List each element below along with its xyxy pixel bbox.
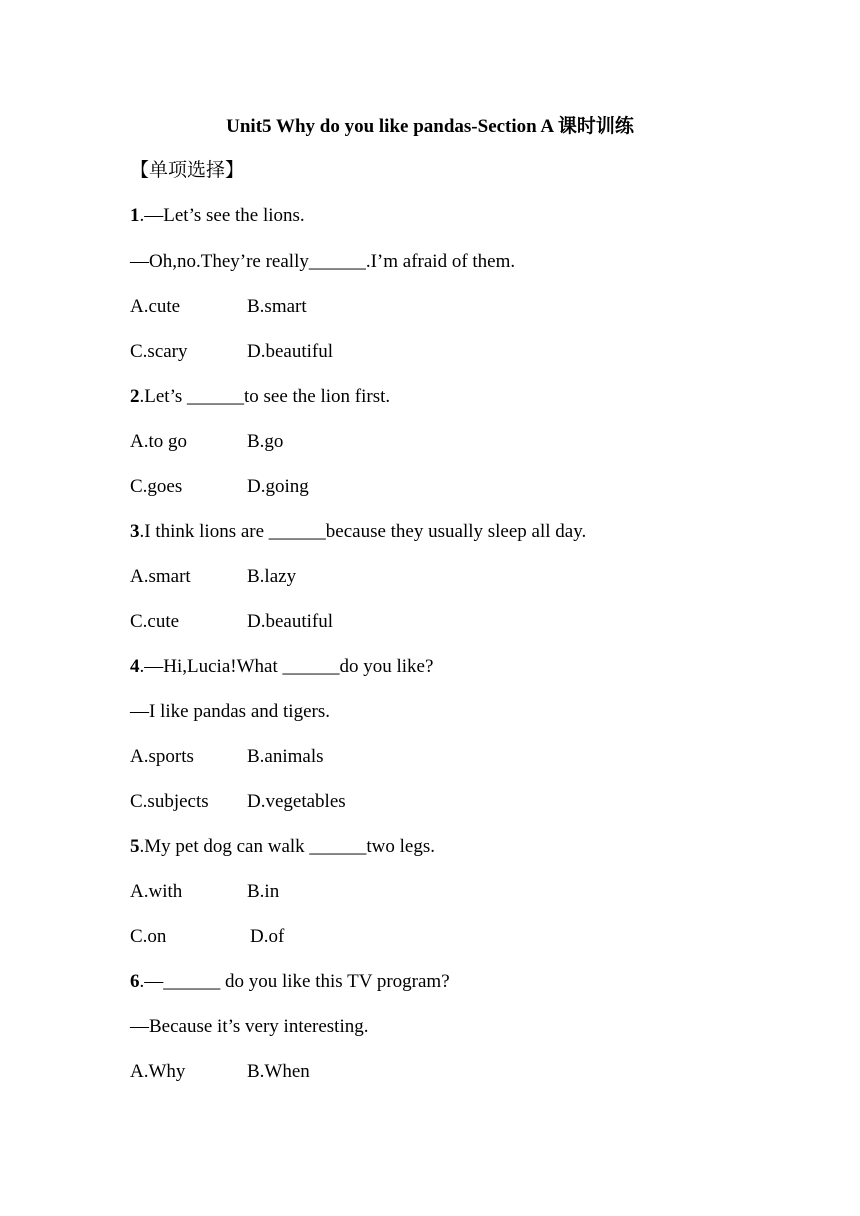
- question-5: [130, 834, 435, 860]
- option-b: B.animals: [247, 746, 324, 767]
- question-6: [130, 969, 450, 995]
- option-b: B.lazy: [247, 566, 297, 587]
- question-3: [130, 519, 586, 545]
- question-5-options-row-2: [130, 924, 530, 950]
- option-b: B.go: [247, 431, 284, 452]
- question-3-options-row-1: [130, 564, 530, 590]
- question-5-options-row-1: [130, 879, 530, 905]
- question-6-options-row-1: [130, 1059, 530, 1085]
- question-4: [130, 654, 433, 680]
- option-c: C.on: [130, 926, 167, 947]
- question-stem: .Let’s ______to see the lion first.: [139, 386, 391, 407]
- question-1-options-row-2: [130, 339, 530, 365]
- option-c: C.cute: [130, 611, 180, 632]
- option-c: C.scary: [130, 341, 188, 362]
- option-a: A.to go: [130, 431, 187, 452]
- option-b: B.smart: [247, 296, 307, 317]
- question-number: 5: [130, 836, 140, 857]
- question-number: 1: [130, 205, 140, 226]
- question-stem: .My pet dog can walk ______two legs.: [139, 836, 436, 857]
- question-6-response-line: —Because it’s very interesting.: [130, 1016, 369, 1037]
- question-stem: .—Let’s see the lions.: [139, 205, 305, 226]
- option-d: D.going: [247, 476, 309, 497]
- option-d: D.beautiful: [247, 341, 334, 362]
- question-2-options-row-2: [130, 474, 530, 500]
- question-2: [130, 384, 390, 410]
- option-a: A.cute: [130, 296, 181, 317]
- question-1-response-line: —Oh,no.They’re really______.I’m afraid of them.: [130, 251, 516, 272]
- option-d: D.beautiful: [247, 611, 334, 632]
- question-stem: .—______ do you like this TV program?: [139, 971, 450, 992]
- question-4-options-row-2: [130, 789, 530, 815]
- option-b: B.When: [247, 1061, 310, 1082]
- worksheet-title: Unit5 Why do you like pandas-Section A 课时训练: [226, 116, 634, 137]
- question-4-response-line: —I like pandas and tigers.: [130, 701, 330, 722]
- option-c: C.goes: [130, 476, 183, 497]
- option-a: A.with: [130, 881, 183, 902]
- question-3-options-row-2: [130, 609, 530, 635]
- question-stem: .I think lions are ______because they usually sleep all day.: [139, 521, 587, 542]
- question-4-options-row-1: [130, 744, 530, 770]
- option-d: D.vegetables: [247, 791, 346, 812]
- question-1-options-row-1: [130, 294, 530, 320]
- question-number: 6: [130, 971, 140, 992]
- question-stem: .—Hi,Lucia!What ______do you like?: [139, 656, 434, 677]
- option-b: B.in: [247, 881, 280, 902]
- question-number: 3: [130, 521, 140, 542]
- option-d: D.of: [250, 926, 285, 947]
- question-2-options-row-1: [130, 429, 530, 455]
- option-a: A.sports: [130, 746, 194, 767]
- question-1: [130, 203, 305, 229]
- option-c: C.subjects: [130, 791, 209, 812]
- option-a: A.smart: [130, 566, 191, 587]
- question-number: 4: [130, 656, 140, 677]
- question-number: 2: [130, 386, 140, 407]
- option-a: A.Why: [130, 1061, 186, 1082]
- section-heading: 【单项选择】: [130, 160, 245, 181]
